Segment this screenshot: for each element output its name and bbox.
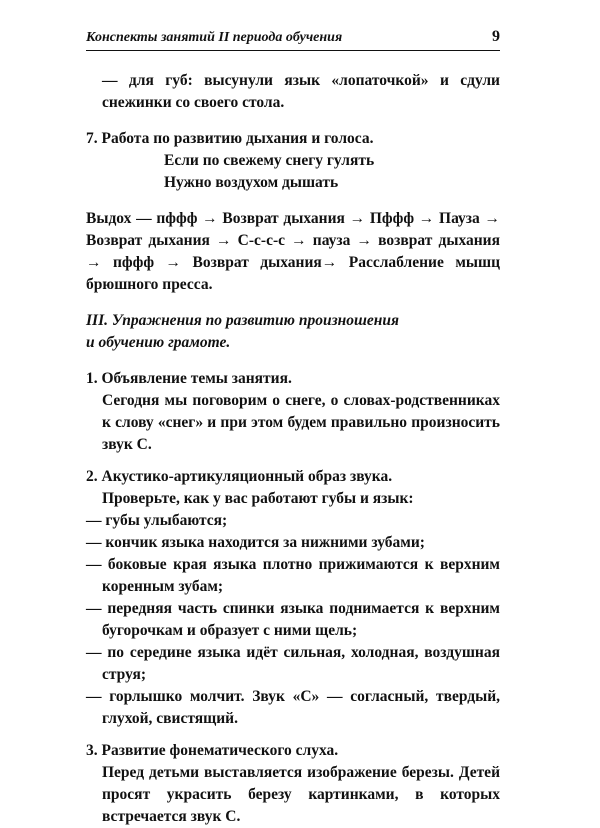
item3-title: 3. Развитие фонематического слуха. — [86, 742, 339, 759]
section3-title-line2: и обучению грамоте. — [86, 334, 231, 351]
list-item: — передняя часть спинки языка поднимается к верхним бугорочкам и образует с ними щель; — [86, 600, 500, 639]
list-item: — горлышко молчит. Звук «С» — согласный, твердый, глухой, свистящий. — [86, 688, 500, 727]
list-item: — боковые края языка плотно прижимаются к верхним коренным зубам; — [86, 556, 500, 595]
item1-text: Сегодня мы поговорим о снеге, о словах-родственниках к слову «снег» и при этом будем правильно произносить звук С. — [102, 392, 500, 453]
running-header — [86, 28, 500, 51]
section3-title-line1: III. Упражнения по развитию произношения — [86, 312, 399, 329]
list-item: — по середине языка идёт сильная, холодная, воздушная струя; — [86, 644, 500, 683]
page-number: 9 — [492, 28, 500, 45]
item2-lead: Проверьте, как у вас работают губы и язык: — [102, 490, 414, 507]
item7-title: 7. Работа по развитию дыхания и голоса. — [86, 130, 374, 147]
verse-line-2: Нужно воздухом дышать — [164, 174, 339, 191]
lips-instruction: — для губ: высунули язык «лопаточкой» и сдули снежинки со своего стола. — [102, 72, 500, 111]
header-title: Конспекты занятий II периода обучения — [86, 30, 343, 45]
breath-sequence: Выдох — пффф → Возврат дыхания → Пффф → Пауза → Возврат дыхания → С-с-с-с → пауза → возврат дыхания → пффф → Возврат дыхания→ Расслабление мышц брюшного пресса. — [86, 210, 500, 293]
list-item: — губы улыбаются; — [86, 512, 228, 529]
page-content — [86, 70, 500, 828]
list-item: — кончик языка находится за нижними зубами; — [86, 534, 425, 551]
item3-text: Перед детьми выставляется изображение березы. Детей просят украсить березу картинками, в которых встречается звук С. — [102, 764, 500, 825]
item2-title: 2. Акустико-артикуляционный образ звука. — [86, 468, 393, 485]
item1-title: 1. Объявление темы занятия. — [86, 370, 292, 387]
verse-line-1: Если по свежему снегу гулять — [164, 152, 375, 169]
